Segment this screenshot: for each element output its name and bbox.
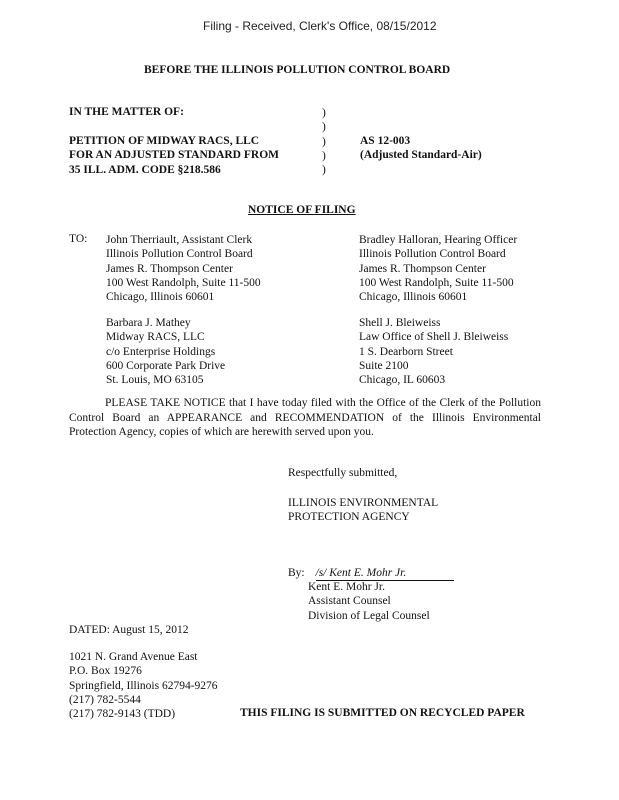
recipient-line: 100 West Randolph, Suite 11-500 [106, 276, 261, 289]
recipient-line: 100 West Randolph, Suite 11-500 [359, 276, 514, 289]
by-label: By: [288, 567, 305, 579]
petition-line: 35 ILL. ADM. CODE §218.586 [69, 163, 221, 176]
recipient-line: St. Louis, MO 63105 [106, 374, 204, 387]
petition-line: PETITION OF MIDWAY RACS, LLC [69, 135, 260, 147]
recipient-line: Shell J. Bleiweiss [359, 317, 441, 329]
petition-line: FOR AN ADJUSTED STANDARD FROM [69, 149, 279, 162]
recycled-paper-notice: THIS FILING IS SUBMITTED ON RECYCLED PAPER [240, 707, 525, 719]
agency-line: PROTECTION AGENCY [288, 511, 410, 524]
paren: ) [322, 121, 326, 134]
address-line: (217) 782-9143 (TDD) [69, 708, 176, 721]
recipient-block [106, 233, 261, 304]
recipient-line: Law Office of Shell J. Bleiweiss [359, 331, 509, 344]
case-no: AS 12-003 [360, 135, 411, 147]
signature-block [288, 566, 454, 581]
petition-caption [69, 134, 279, 177]
address-line: 1021 N. Grand Avenue East [69, 651, 198, 663]
case-number [360, 134, 482, 163]
signer-details [308, 580, 430, 623]
notice-title: NOTICE OF FILING [248, 204, 356, 216]
address-line: Springfield, Illinois 62794-9276 [69, 679, 218, 692]
recipient-line: Barbara J. Mathey [106, 317, 191, 329]
board-title: BEFORE THE ILLINOIS POLLUTION CONTROL BOARD [144, 64, 451, 76]
signer-title: Assistant Counsel [308, 595, 391, 608]
paren: ) [322, 135, 326, 148]
signature-line [288, 566, 454, 581]
agency-line: ILLINOIS ENVIRONMENTAL [288, 497, 439, 509]
filing-stamp: Filing - Received, Clerk's Office, 08/15/2012 [203, 19, 437, 33]
closing: Respectfully submitted, [288, 467, 398, 479]
signer-name: Kent E. Mohr Jr. [308, 581, 385, 593]
recipient-block [359, 233, 517, 304]
recipient-block [359, 316, 508, 387]
to-label: TO: [69, 233, 88, 245]
recipient-line: Illinois Pollution Control Board [106, 248, 253, 261]
recipient-line: 600 Corporate Park Drive [106, 359, 226, 372]
recipient-line: James R. Thompson Center [106, 262, 233, 275]
recipient-line: 1 S. Dearborn Street [359, 345, 453, 358]
recipient-line: Chicago, Illinois 60601 [359, 291, 468, 304]
recipient-line: Suite 2100 [359, 359, 409, 372]
recipient-line: Illinois Pollution Control Board [359, 248, 506, 261]
notice-paragraph: PLEASE TAKE NOTICE that I have today filed with the Office of the Clerk of the Pollution Control Board an APPEARANCE and RECOMMENDATION of the Illinois Environmental Protection Agency, copies of which are herewith served upon you. [69, 397, 541, 438]
agency-name [288, 496, 438, 525]
electronic-signature: /s/ Kent E. Mohr Jr. [316, 566, 454, 581]
paren: ) [322, 149, 326, 162]
recipient-line: Chicago, IL 60603 [359, 374, 446, 387]
signer-division: Division of Legal Counsel [308, 609, 430, 622]
recipient-line: Chicago, Illinois 60601 [106, 291, 215, 304]
paren: ) [322, 164, 326, 177]
recipient-line: Bradley Halloran, Hearing Officer [359, 234, 518, 246]
dated: DATED: August 15, 2012 [69, 624, 189, 636]
address-line: P.O. Box 19276 [69, 665, 142, 678]
recipient-line: James R. Thompson Center [359, 262, 486, 275]
recipient-block [106, 316, 225, 387]
agency-address [69, 650, 218, 721]
recipient-line: Midway RACS, LLC [106, 331, 205, 344]
recipient-line: John Therriault, Assistant Clerk [106, 234, 253, 246]
paren: ) [322, 107, 326, 119]
caption-parentheses [322, 106, 326, 177]
matter-label: IN THE MATTER OF: [69, 106, 184, 118]
recipient-line: c/o Enterprise Holdings [106, 345, 216, 358]
address-line: (217) 782-5544 [69, 693, 141, 706]
case-type: (Adjusted Standard-Air) [360, 149, 482, 162]
